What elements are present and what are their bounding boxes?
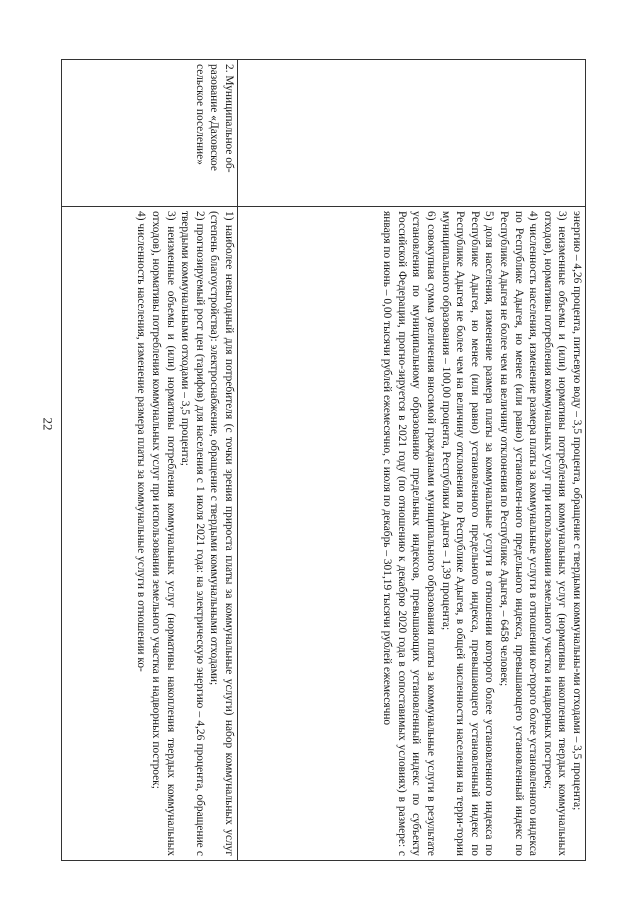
content-cell bbox=[238, 207, 586, 861]
paragraph: 6) совокупная сумма увеличения вносимой гражданами муниципального образования платы за коммунальные услуги в результате установления по муниципальному образованию предельных индексов, превышающих установленный индекс по субъекту Российской Федерации, прогно-зируется в 2021 году (по отношению к декабрю 2020 года в сопоставимых условиях) в размере: с января по июнь – 0,00 тысячи рублей ежемесячно, с июля по декабрь – 301,19 тысячи рублей ежемесячно bbox=[381, 211, 438, 856]
paragraph: 5) доля населения, изменение размера платы за коммунальные услуги в отношении которого более установленного индекса по Республике Адыгея, но менее (или равно) установленного предельного индекса, превышающего установленный индекс по Республике Адыгея не более чем на величину отклонения по Республике Адыгея, в общей численности населения на терри-тории муниципального образования – 100,00 процента, Республики Адыгея – 1,39 процента; bbox=[439, 211, 496, 856]
paragraph: 3) неизменные объемы и (или) нормативы потребления коммунальных услуг (нормативы накопления твердых коммунальных отходов), нормативы потребления коммунальных услуг при использовании земельного участка и надворных построек; bbox=[150, 211, 177, 856]
paragraph: 3) неизменные объемы и (или) нормативы потребления коммунальных услуг (нормативы накопления твердых коммунальных отходов), нормативы потребления коммунальных услуг при использовании земельного участка и надворных построек; bbox=[541, 211, 569, 856]
content-cell bbox=[62, 207, 238, 861]
tariff-table bbox=[61, 59, 586, 861]
document-sheet bbox=[61, 59, 586, 854]
paragraph: энергию – 4,26 процента, питьевую воду – 3,5 процента, обращение с твердыми коммунальны-ми отходами – 3,5 процента; bbox=[571, 211, 583, 811]
municipality-cell: 2. Муниципальное об-разование «Даховское сельское поселение» bbox=[62, 60, 238, 207]
table-row bbox=[62, 60, 238, 861]
table-row bbox=[238, 60, 586, 861]
page-number: 22 bbox=[40, 417, 56, 431]
municipality-cell bbox=[238, 60, 586, 207]
paragraph: 1) наиболее невыгодный для потребителя (с точки зрения прироста платы за коммунальные услуги) набор коммунальных услуг (степень благоустройства): электроснабжение, обращение с твердыми коммунальными отходами; bbox=[208, 211, 235, 856]
paragraph: 4) численность населения, изменение размера платы за коммунальные услуги в отношении ко-торого более установленного индекса по Республике Адыгея, но менее (или равно) установлен-ного предельного индекса, превышающего установленный индекс по Республике Адыгея не более чем на величину отклонения по Республике Адыгея, – 6458 человек; bbox=[498, 211, 540, 856]
paragraph: 4) численность населения, изменение размера платы за коммунальные услуги в отношении ко- bbox=[135, 211, 148, 672]
paragraph: 2) прогнозируемый рост цен (тарифов) для населения с 1 июля 2021 года: на электрическую энергию – 4,26 процента, обращение с твердыми коммунальными отходами – 3,5 процента; bbox=[179, 211, 206, 856]
